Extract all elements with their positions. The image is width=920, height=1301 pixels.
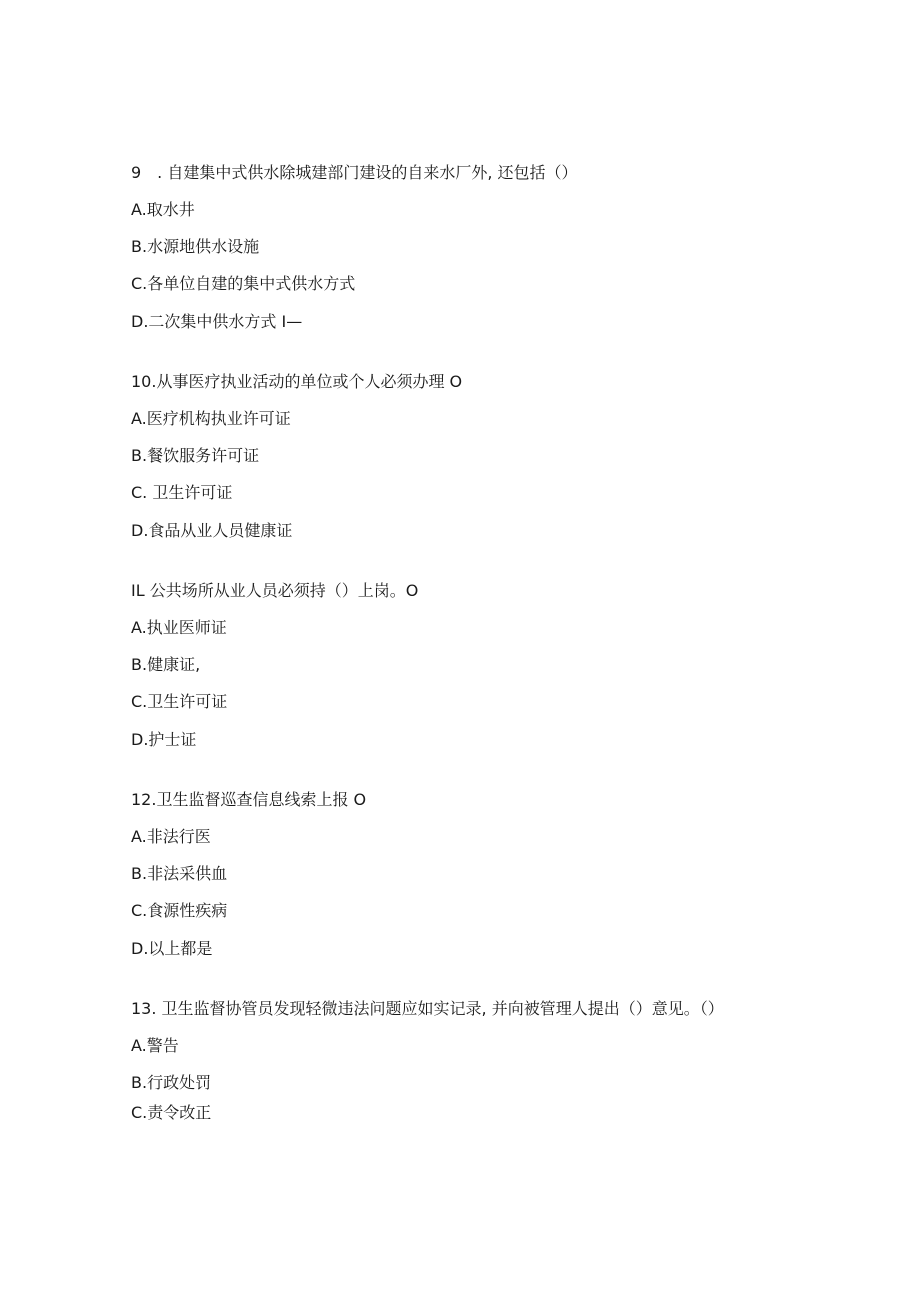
question-10-option-c: C. 卫生许可证 [131,483,233,502]
question-11-option-c: C.卫生许可证 [131,692,228,711]
question-12-option-d: D.以上都是 [131,939,213,958]
question-9-option-b: B.水源地供水设施 [131,237,260,256]
question-10-option-a: A.医疗机构执业许可证 [131,409,291,428]
question-9-option-d: D.二次集中供水方式 I— [131,312,303,331]
question-13-option-b: B.行政处罚 [131,1073,212,1092]
question-9-option-c: C.各单位自建的集中式供水方式 [131,274,356,293]
question-10-option-b: B.餐饮服务许可证 [131,446,260,465]
question-13-option-c: C.责令改正 [131,1103,212,1122]
question-9-stem: 9 . 自建集中式供水除城建部门建设的自来水厂外, 还包括（） [131,163,578,182]
question-10-option-d: D.食品从业人员健康证 [131,521,293,540]
question-12-option-b: B.非法采供血 [131,864,228,883]
question-9-option-a: A.取水井 [131,200,195,219]
question-10-stem: 10.从事医疗执业活动的单位或个人必须办理 O [131,372,463,391]
question-11-option-a: A.执业医师证 [131,618,227,637]
question-11-option-d: D.护士证 [131,730,197,749]
question-11-stem: IL 公共场所从业人员必须持（）上岗。O [131,581,419,600]
question-13-option-a: A.警告 [131,1036,179,1055]
question-11-option-b: B.健康证, [131,655,201,674]
question-12-option-a: A.非法行医 [131,827,211,846]
question-13-stem: 13. 卫生监督协管员发现轻微违法问题应如实记录, 并向被管理人提出（）意见。（） [131,999,724,1018]
question-12-stem: 12.卫生监督巡查信息线索上报 O [131,790,367,809]
question-12-option-c: C.食源性疾病 [131,901,228,920]
